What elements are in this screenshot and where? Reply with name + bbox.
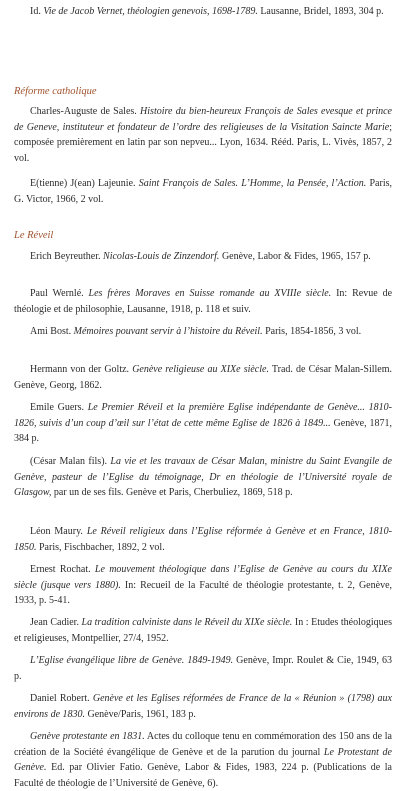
entry-text: Ami Bost.	[30, 326, 74, 337]
entry-guers	[14, 400, 392, 447]
entry-bost	[14, 324, 392, 340]
entry-text: Charles-Auguste de Sales.	[30, 106, 141, 117]
entry-vernet	[14, 4, 392, 20]
entry-text: Léon Maury.	[30, 526, 87, 537]
entry-robert	[14, 691, 392, 722]
entry-text: Id.	[30, 6, 44, 17]
entry-title-italic: Les frères Moraves en Suisse romande au XVIIIe siècle.	[88, 288, 332, 299]
entry-von-der-goltz	[14, 362, 392, 393]
entry-text: Genève, Labor & Fides, 1965, 157 p.	[219, 251, 371, 262]
entry-title-italic: Histoire du bien-heureux François de Sales evesque et prince de Geneve, instituteur et fondateur de l’ordre des religieuses de la Visitation Saincte Marie	[14, 106, 392, 133]
entry-text: Paris, G. Victor, 1966, 2 vol.	[14, 178, 392, 205]
entry-title-italic: La vie et les travaux de César Malan, ministre du Saint Evangile de Genève, pasteur de l’Eglise du témoignage, Dr en théologie de l’Université royale de Glasgow,	[14, 456, 392, 498]
entry-title-italic: Mémoires pouvant servir à l’histoire du Réveil.	[73, 326, 263, 337]
entry-text: Ernest Rochat.	[30, 564, 95, 575]
entry-text: Hermann von der Goltz.	[30, 364, 133, 375]
entry-text: Genève, 1871, 384 p.	[14, 417, 392, 444]
entry-text: Lausanne, Bridel, 1893, 304 p.	[257, 6, 384, 17]
entry-text: In: Revue de théologie et de philosophie, Lausanne, 1918, p. 118 et suiv.	[14, 288, 393, 315]
entry-text: E(tienne) J(ean) Lajeunie.	[30, 178, 139, 189]
entry-text: In : Etudes théologiques et religieuses, Montpellier, 27/4, 1952.	[14, 617, 392, 644]
entry-wernle	[14, 286, 392, 317]
entry-title-italic: Genève protestante en 1831.	[30, 731, 145, 742]
entry-text: Paul Wernlé.	[30, 288, 89, 299]
entry-text: Genève, Impr. Roulet & Cie, 1949, 63 p.	[14, 655, 392, 682]
entry-text: Trad. de César Malan-Sillem. Genève, Georg, 1862.	[14, 364, 392, 391]
entry-maury	[14, 524, 392, 555]
entry-text: (César Malan fils).	[30, 456, 111, 467]
entry-title-italic: Le mouvement théologique dans l’Eglise de Genève au cours du XIXe siècle (jusque vers 1880).	[14, 564, 392, 591]
entry-text: Emile Guers.	[30, 402, 88, 413]
entry-text: ; composée premièrement en latin par son nepveu... Lyon, 1634. Rééd. Paris, L. Vivès, 1857, 2 vol.	[14, 121, 392, 164]
entry-rochat	[14, 562, 392, 609]
entry-text: In: Recueil de la Faculté de théologie protestante, t. 2, Genève, 1933, p. 5-41.	[14, 579, 393, 606]
entry-text: Daniel Robert.	[30, 693, 93, 704]
entry-text: Ed. par Olivier Fatio. Genève, Labor & Fides, 1983, 224 p. (Publications de la Faculté de théologie de l’Université de Genève, 6).	[14, 762, 392, 789]
entry-text: Actes du colloque tenu en commémoration des 150 ans de la création de la Société évangélique de Genève et de la parution du journal	[14, 731, 392, 758]
entry-lajeunie	[14, 176, 392, 207]
entry-title-italic: Le Protestant de Genève.	[14, 746, 392, 773]
entry-cesar-malan-fils	[14, 454, 392, 501]
entry-text: Erich Beyreuther.	[30, 251, 104, 262]
entry-title-italic: Nicolas-Louis de Zinzendorf.	[103, 251, 220, 262]
entry-text: Jean Cadier.	[30, 617, 82, 628]
entry-cadier	[14, 615, 392, 646]
section-heading-reveil: Le Réveil	[14, 230, 54, 241]
entry-title-italic: Genève et les Eglises réformées de France de la « Réunion » (1798) aux environs de 1830.	[14, 693, 392, 720]
entry-title-italic: Genève religieuse au XIXe siècle.	[132, 364, 269, 375]
entry-beyreuther	[14, 249, 392, 265]
entry-charles-auguste-de-sales	[14, 104, 392, 166]
section-heading-reforme: Réforme catholique	[14, 86, 97, 97]
entry-title-italic: Le Réveil religieux dans l’Eglise réformée à Genève et en France, 1810-1850.	[14, 526, 392, 553]
entry-title-italic: Vie de Jacob Vernet, théologien genevois, 1698-1789.	[43, 6, 258, 17]
entry-title-italic: Saint François de Sales. L’Homme, la Pensée, l’Action.	[138, 178, 367, 189]
entry-text: par un de ses fils. Genève et Paris, Cherbuliez, 1869, 518 p.	[51, 487, 293, 498]
entry-eglise-evangelique-libre	[14, 653, 392, 684]
entry-title-italic: La tradition calviniste dans le Réveil du XIXe siècle.	[81, 617, 293, 628]
entry-geneve-protestante	[14, 729, 392, 791]
entry-text: Paris, Fischbacher, 1892, 2 vol.	[36, 541, 165, 553]
entry-text: Paris, 1854-1856, 3 vol.	[262, 326, 362, 337]
entry-text: Genève/Paris, 1961, 183 p.	[85, 708, 196, 720]
entry-title-italic: L’Eglise évangélique libre de Genève. 1849-1949.	[30, 655, 234, 666]
entry-title-italic: Le Premier Réveil et la première Eglise indépendante de Genève... 1810-1826, suivis d’un coup d’œil sur l’état de cette même Eglise de 1826 à 1849...	[14, 402, 392, 429]
